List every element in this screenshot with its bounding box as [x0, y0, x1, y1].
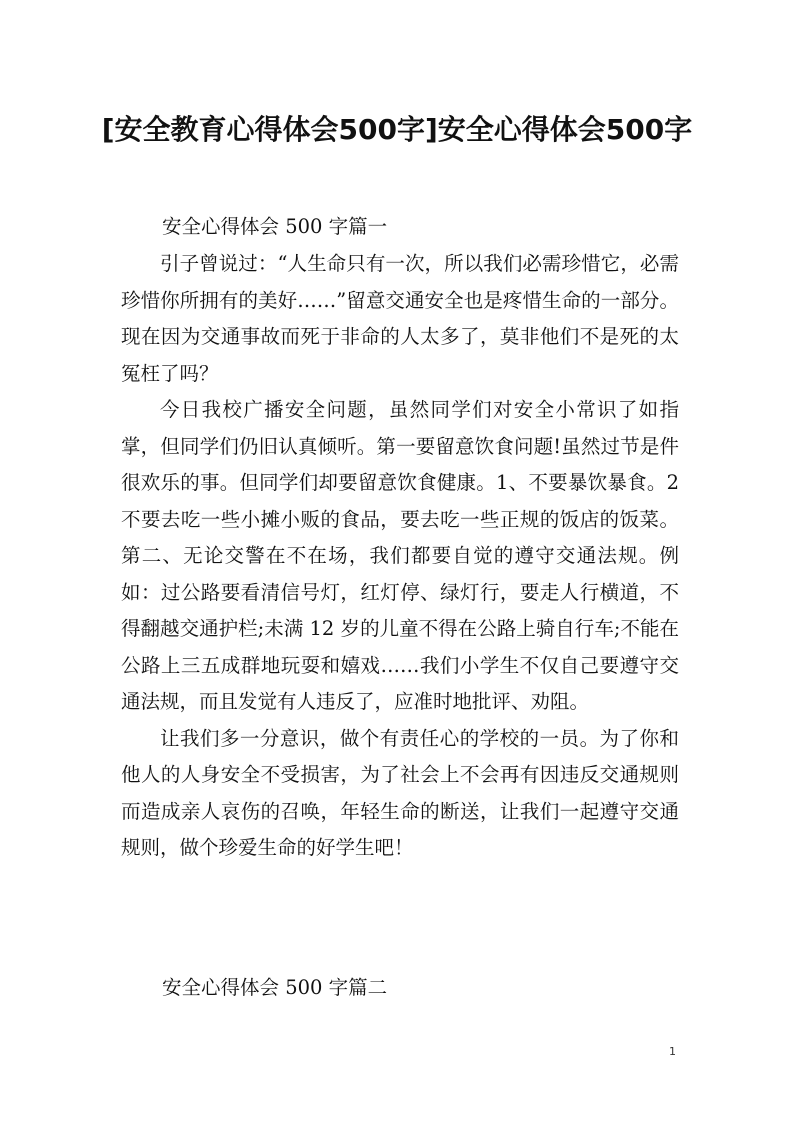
page-number: 1: [669, 1045, 676, 1058]
paragraph-3: 让我们多一分意识，做个有责任心的学校的一员。为了你和他人的人身安全不受损害，为了社会上不会再有因违反交通规则而造成亲人哀伤的召唤，年轻生命的断送，让我们一起遵守交通规则，做个珍爱生命的好学生吧！: [121, 726, 679, 859]
section-heading-1: 安全心得体会 500 字篇一: [162, 215, 388, 238]
paragraph-1: 引子曾说过：“人生命只有一次，所以我们必需珍惜它，必需珍惜你所拥有的美好……”留意交通安全也是疼惜生命的一部分。现在因为交通事故而死于非命的人太多了，莫非他们不是死的太冤枉了吗？: [121, 252, 679, 385]
section-heading-2: 安全心得体会 500 字篇二: [162, 976, 388, 999]
section-1-body: [121, 246, 679, 867]
paragraph-2: 今日我校广播安全问题，虽然同学们对安全小常识了如指掌，但同学们仍旧认真倾听。第一要留意饮食问题!虽然过节是件很欢乐的事。但同学们却要留意饮食健康。1、不要暴饮暴食。2 不要去吃一些小摊小贩的食品，要去吃一些正规的饭店的饭菜。第二、无论交警在不在场，我们都要自觉的遵守交通法规。例如：过公路要看清信号灯，红灯停、绿灯行，要走人行横道，不得翻越交通护栏;未满 12 岁的儿童不得在公路上骑自行车;不能在公路上三五成群地玩耍和嬉戏……我们小学生不仅自己要遵守交通法规，而且发觉有人违反了，应准时地批评、劝阻。: [121, 398, 679, 713]
document-title: [安全教育心得体会500字]安全心得体会500字: [101, 113, 693, 146]
